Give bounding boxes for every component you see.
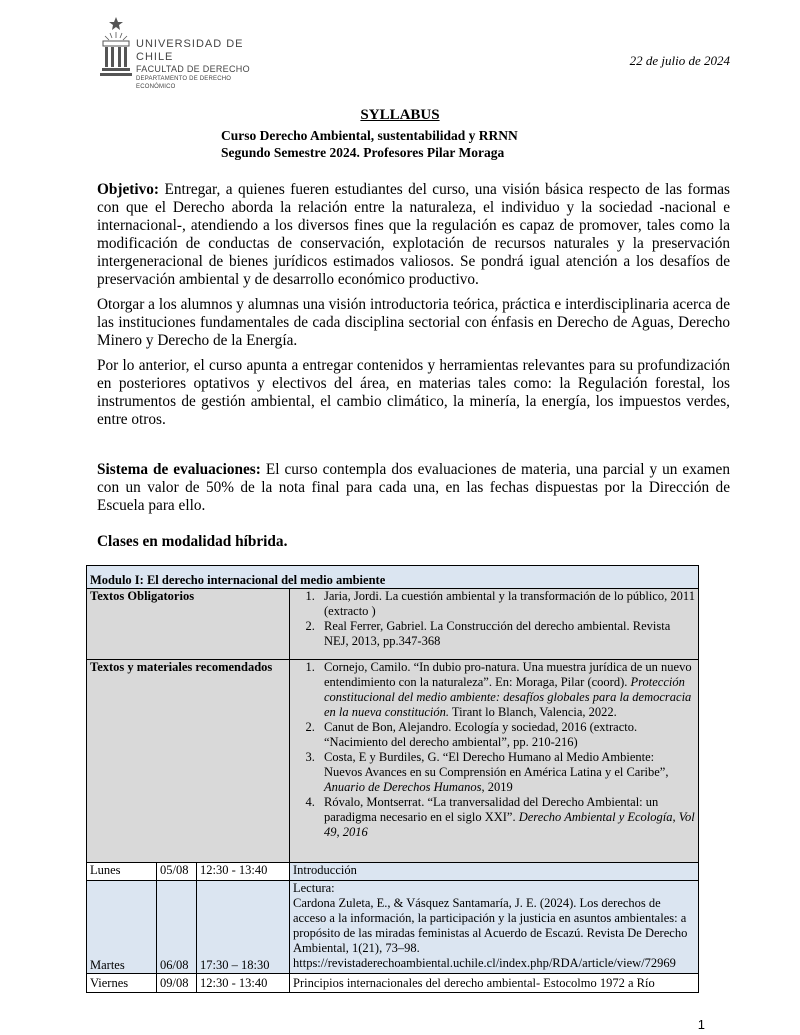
session-date: 05/08 — [157, 863, 197, 881]
schedule-table — [86, 565, 699, 993]
page-title: SYLLABUS — [360, 107, 440, 123]
session-day: Lunes — [87, 863, 157, 881]
evaluation-label: Sistema de evaluaciones: — [97, 461, 261, 478]
list-item: 4. Róvalo, Montserrat. “La tranversalidad del Derecho Ambiental: un paradigma necesario en el siglo XXI”. Derecho Ambiental y Ecología, Vol 49, 2016 — [318, 795, 695, 840]
module-title: Modulo I: El derecho internacional del medio ambiente — [87, 566, 699, 589]
reading-label: Lectura: — [293, 881, 335, 895]
recommended-texts-row — [87, 660, 699, 863]
reading-citation: Cardona Zuleta, E., & Vásquez Santamaría, J. E. (2024). Los derechos de acceso a la información, la participación y la justicia en asuntos ambientales: a propósito de las miradas feministas al Acuerdo de Escazú. Revista De Derecho Ambiental, 1(21), 73–98. — [293, 896, 688, 955]
faculty-name: FACULTAD DE DERECHO — [136, 64, 250, 74]
reading-link[interactable]: https://revistaderechoambiental.uchile.cl/index.php/RDA/article/view/72969 — [293, 956, 676, 970]
document-date: 22 de julio de 2024 — [629, 53, 730, 68]
university-name: UNIVERSIDAD DE CHILE — [136, 38, 244, 63]
session-day: Viernes — [87, 974, 157, 993]
third-paragraph: Por lo anterior, el curso apunta a entregar contenidos y herramientas relevantes para su profundización en posteriores optativos y electivos del área, en materias tales como: la Regulación forestal, los instrumentos de gestión ambiental, el cambio climático, la minería, la energía, los impuestos verdes, entre otros. — [97, 357, 730, 428]
objective-paragraph — [97, 181, 730, 289]
session-topic — [290, 881, 699, 974]
evaluation-paragraph — [97, 461, 730, 515]
university-seal-icon — [100, 16, 132, 78]
course-subtitle — [221, 127, 518, 161]
list-item: 1. Jaria, Jordi. La cuestión ambiental y la transformación de lo público, 2011 (extracto ) — [318, 589, 695, 619]
session-time: 17:30 – 18:30 — [197, 881, 290, 974]
evaluation-text: El curso contempla dos evaluaciones de materia, una parcial y un examen con un valor de 50% de la nota final para cada una, en las fechas dispuestas por la Dirección de Escuela para ello. — [97, 461, 730, 514]
recommended-texts-cell — [290, 660, 699, 863]
list-item: 2. Canut de Bon, Alejandro. Ecología y sociedad, 2016 (extracto. “Nacimiento del derecho ambiental”, pp. 210-216) — [318, 720, 695, 750]
list-item: 3. Costa, E y Burdiles, G. “El Derecho Humano al Medio Ambiente: Nuevos Avances en su Comprensión en América Latina y el Caribe”, Anuario de Derechos Humanos, 2019 — [318, 750, 695, 795]
hybrid-modality-note: Clases en modalidad híbrida. — [97, 533, 288, 550]
table-row — [87, 863, 699, 881]
list-item: 1. Cornejo, Camilo. “In dubio pro-natura. Una muestra jurídica de un nuevo entendimiento con la naturaleza”. En: Moraga, Pilar (coord). Protección constitucional del medio ambiente: desafíos globales para la democracia en la nueva constitución. Tirant lo Blanch, Valencia, 2022. — [318, 660, 695, 720]
course-name: Curso Derecho Ambiental, sustentabilidad y RRNN — [221, 128, 518, 143]
objective-label: Objetivo: — [97, 181, 160, 198]
second-paragraph: Otorgar a los alumnos y alumnas una visión introductoria teórica, práctica e interdisciplinaria acerca de las instituciones fundamentales de cada disciplina sectorial con énfasis en Derecho de Aguas, Derecho Minero y Derecho de la Energía. — [97, 296, 730, 349]
required-texts-row — [87, 589, 699, 660]
page-number: 1 — [697, 1017, 705, 1032]
list-item: 2. Real Ferrer, Gabriel. La Construcción del derecho ambiental. Revista NEJ, 2013, pp.347-368 — [318, 619, 695, 649]
table-row — [87, 974, 699, 993]
required-texts-label: Textos Obligatorios — [87, 589, 290, 660]
department-name: DEPARTAMENTO DE DERECHO ECONÓMICO — [136, 76, 232, 90]
recommended-texts-label: Textos y materiales recomendados — [87, 660, 290, 863]
session-day: Martes — [87, 881, 157, 974]
session-topic: Introducción — [290, 863, 699, 881]
session-topic: Principios internacionales del derecho ambiental- Estocolmo 1972 a Río — [290, 974, 699, 993]
required-texts-cell — [290, 589, 699, 660]
table-row — [87, 881, 699, 974]
university-logo — [100, 16, 270, 90]
session-time: 12:30 - 13:40 — [197, 974, 290, 993]
session-date: 09/08 — [157, 974, 197, 993]
semester-professor: Segundo Semestre 2024. Profesores Pilar Moraga — [221, 145, 505, 160]
objective-text: Entregar, a quienes fueren estudiantes del curso, una visión básica respecto de las formas con que el Derecho aborda la relación entre la naturaleza, el individuo y la sociedad -nacional e internacional-, atendiendo a los diversos fines que la regulación es capaz de promover, tales como la modificación de conductas de conservación, explotación de recursos naturales y la preservación intergeneracional de bienes jurídicos estimados valiosos. Se pondrá igual atención a los desafíos de preservación ambiental y de desarrollo económico productivo. — [97, 181, 730, 288]
session-date: 06/08 — [157, 881, 197, 974]
session-time: 12:30 - 13:40 — [197, 863, 290, 881]
